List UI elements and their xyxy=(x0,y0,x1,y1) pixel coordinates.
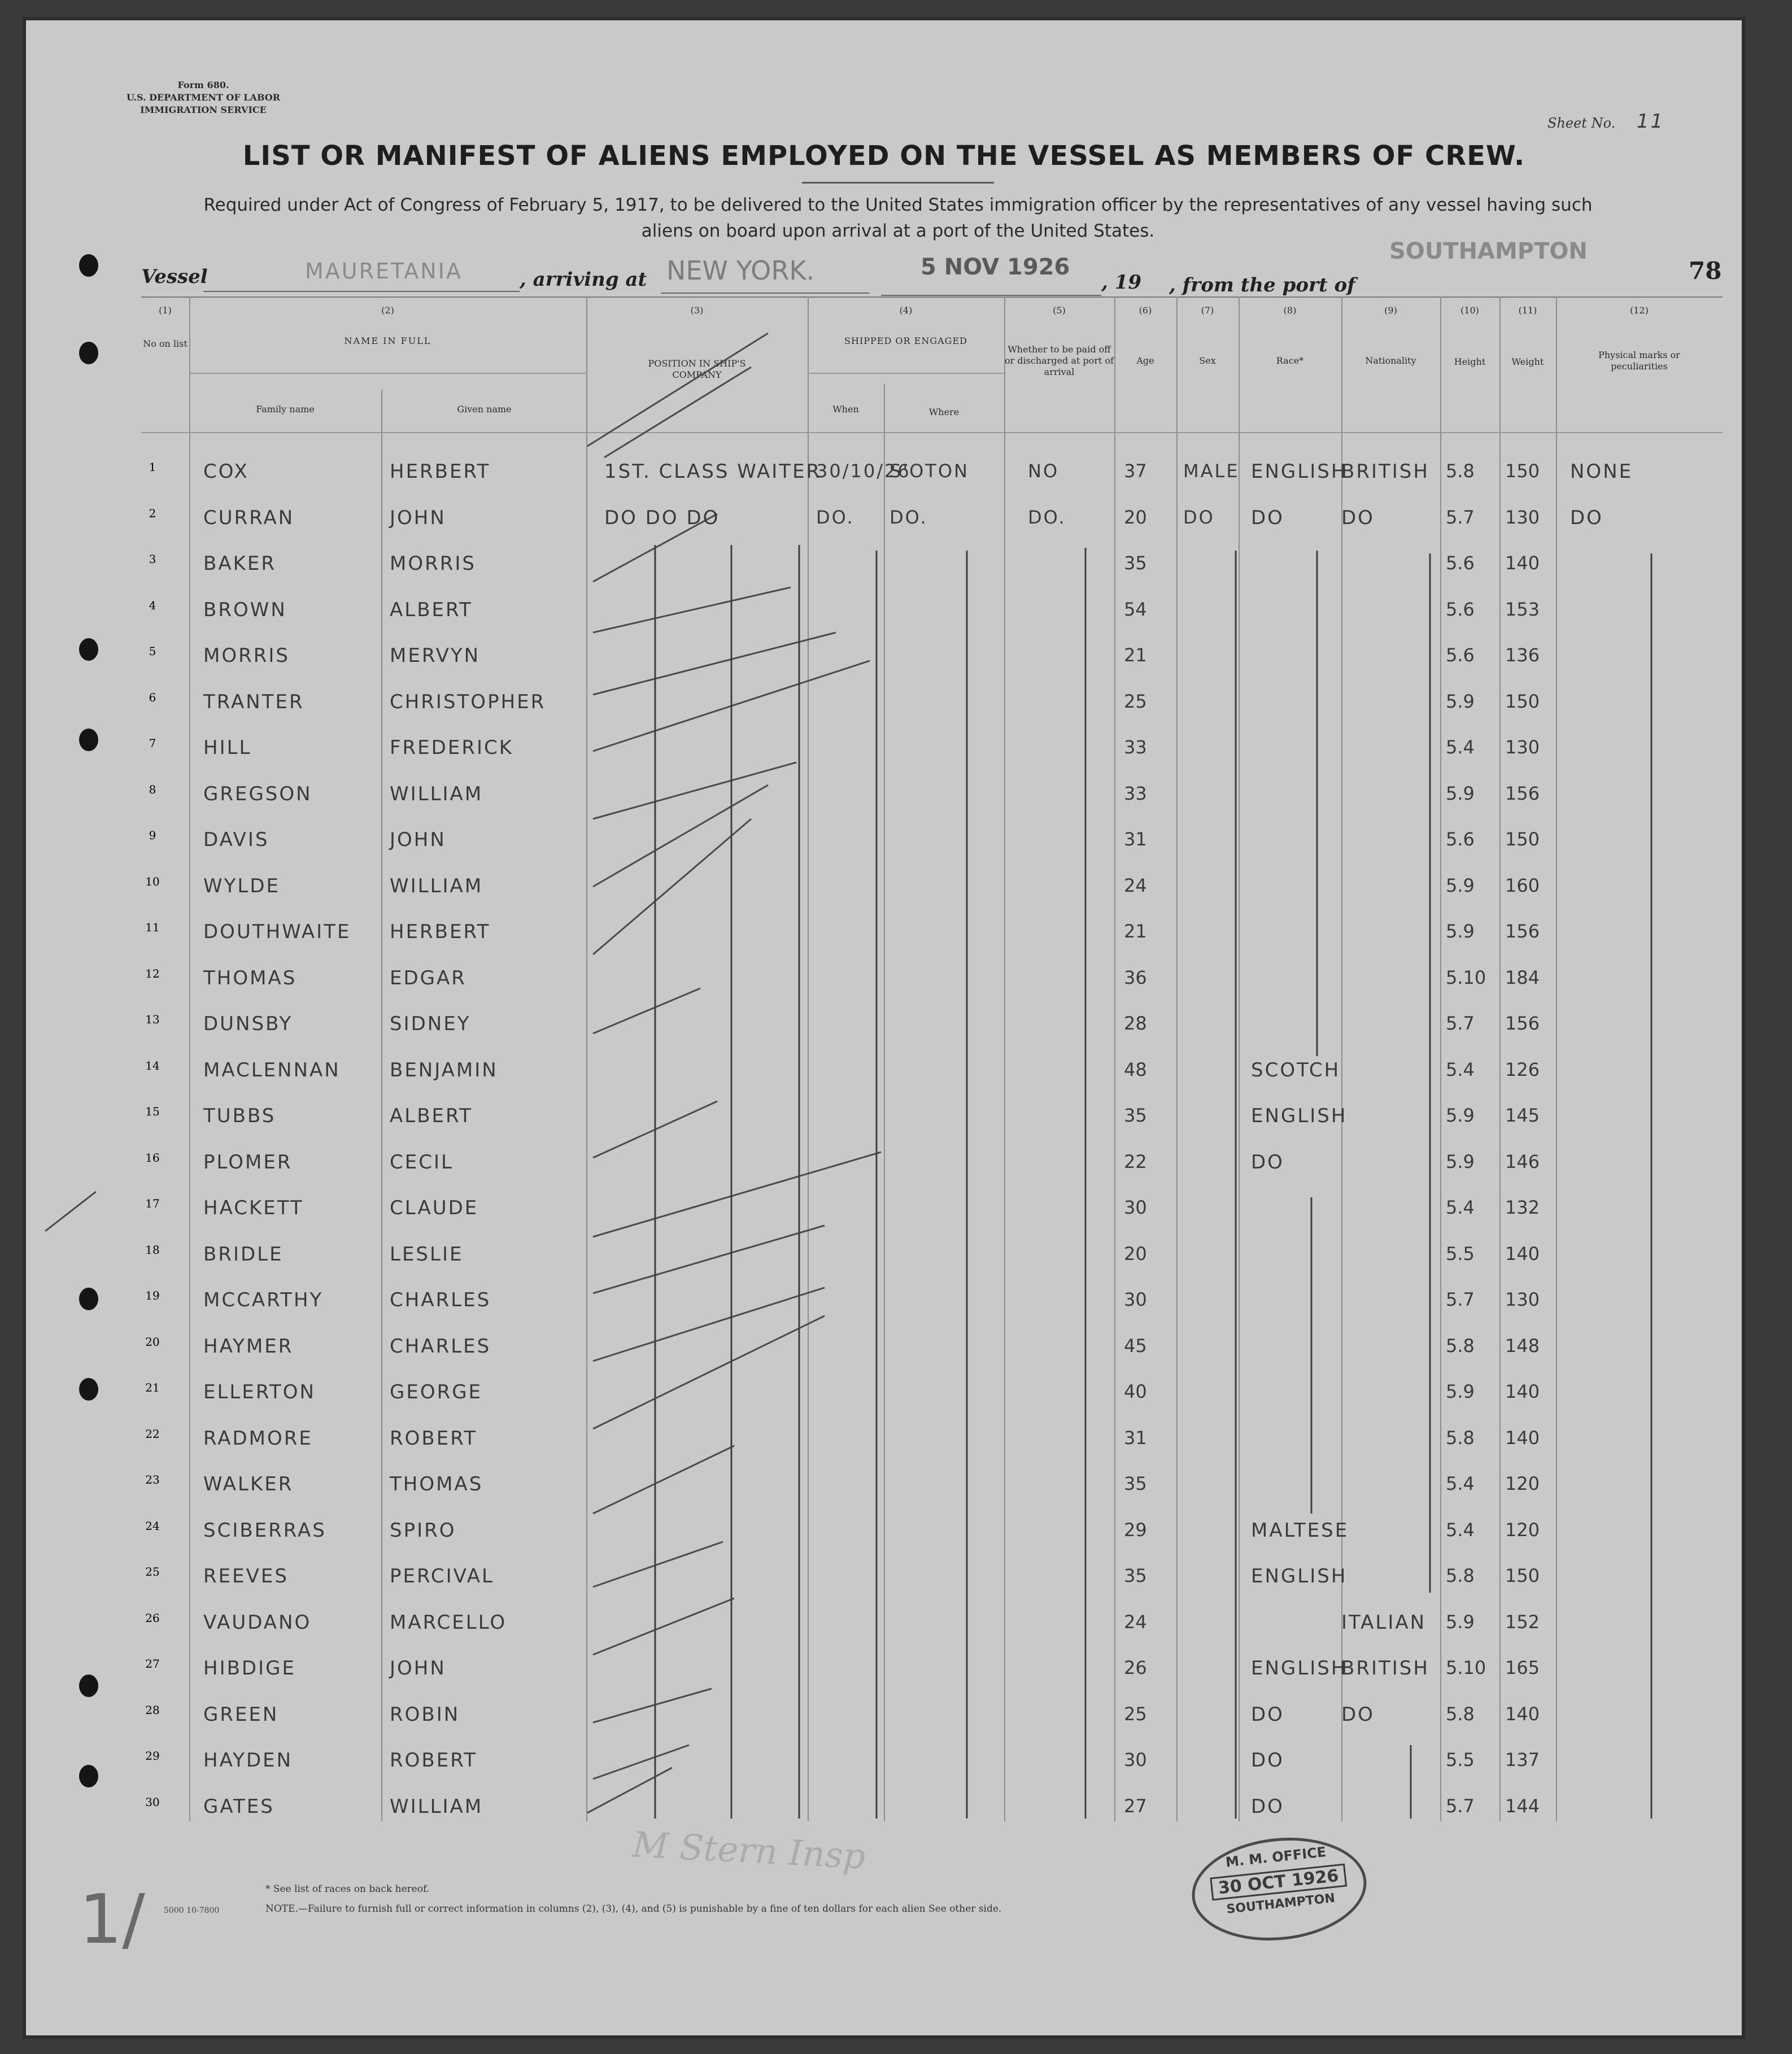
year-label: , 19 xyxy=(1101,271,1141,294)
stamp-date: 30 OCT 1926 xyxy=(1210,1864,1347,1901)
cell-row-number: 2 xyxy=(149,506,156,520)
cell-row-number: 3 xyxy=(149,552,156,566)
cell-weight: 156 xyxy=(1505,782,1540,804)
table-row xyxy=(136,1738,1717,1783)
cell-given-name: SPIRO xyxy=(390,1519,456,1542)
vessel-name: MAURETANIA xyxy=(305,259,463,284)
cell-age: 30 xyxy=(1124,1197,1147,1218)
cell-family-name: ELLERTON xyxy=(203,1381,316,1403)
cell-weight: 130 xyxy=(1505,506,1540,528)
cell-given-name: CLAUDE xyxy=(390,1197,479,1219)
sheet-number: 11 xyxy=(1636,110,1665,133)
cell-age: 27 xyxy=(1124,1795,1147,1817)
cell-row-number: 29 xyxy=(145,1749,160,1763)
cell-age: 33 xyxy=(1124,782,1147,804)
cell-height: 5.8 xyxy=(1446,1703,1475,1725)
cell-race: DO xyxy=(1251,1749,1284,1772)
cell-weight: 145 xyxy=(1505,1105,1540,1126)
cell-height: 5.10 xyxy=(1446,966,1486,988)
cell-row-number: 17 xyxy=(145,1197,160,1210)
cell-height: 5.8 xyxy=(1446,1427,1475,1449)
cell-row-number: 14 xyxy=(145,1058,160,1072)
cell-age: 33 xyxy=(1124,736,1147,758)
cell-age: 35 xyxy=(1124,1105,1147,1126)
cell-row-number: 30 xyxy=(145,1795,160,1809)
cell-height: 5.9 xyxy=(1446,1611,1475,1633)
cell-family-name: TUBBS xyxy=(203,1105,276,1127)
cell-weight: 150 xyxy=(1505,460,1540,482)
cell-given-name: HERBERT xyxy=(390,460,491,483)
cell-row-number: 12 xyxy=(145,966,160,980)
cell-position: 1ST. CLASS WAITER xyxy=(604,460,822,483)
cell-nationality: BRITISH xyxy=(1341,460,1429,483)
table-row xyxy=(136,1646,1717,1691)
cell-weight: 156 xyxy=(1505,921,1540,942)
cell-family-name: REEVES xyxy=(203,1565,289,1588)
page-title: LIST OR MANIFEST OF ALIENS EMPLOYED ON THE VESSEL AS MEMBERS OF CREW. xyxy=(242,140,1525,172)
cell-family-name: WALKER xyxy=(203,1473,294,1495)
cell-given-name: ALBERT xyxy=(390,1105,473,1127)
cell-row-number: 25 xyxy=(145,1565,160,1578)
table-row xyxy=(136,449,1717,494)
cell-height: 5.8 xyxy=(1446,1335,1475,1357)
table-row xyxy=(136,1462,1717,1507)
table-row xyxy=(136,1554,1717,1599)
cell-weight: 150 xyxy=(1505,690,1540,712)
cell-height: 5.9 xyxy=(1446,874,1475,896)
cell-row-number: 8 xyxy=(149,782,156,796)
cell-family-name: HACKETT xyxy=(203,1197,304,1219)
cell-given-name: CHRISTOPHER xyxy=(390,690,546,713)
col-header-family: Family name xyxy=(256,404,315,415)
cell-age: 48 xyxy=(1124,1058,1147,1080)
cell-row-number: 15 xyxy=(145,1105,160,1118)
table-row xyxy=(136,771,1717,817)
cell-age: 25 xyxy=(1124,690,1147,712)
cell-height: 5.5 xyxy=(1446,1242,1475,1264)
cell-given-name: CHARLES xyxy=(390,1335,491,1358)
cell-race: DO xyxy=(1251,1795,1284,1818)
table-row xyxy=(136,1048,1717,1093)
cell-given-name: MARCELLO xyxy=(390,1611,507,1634)
vessel-label: Vessel xyxy=(141,265,208,288)
cell-given-name: SIDNEY xyxy=(390,1013,471,1035)
cell-family-name: HILL xyxy=(203,736,252,759)
cell-family-name: HAYDEN xyxy=(203,1749,293,1772)
col-header-height: (10) Height xyxy=(1454,305,1486,367)
cell-row-number: 20 xyxy=(145,1335,160,1349)
table-row xyxy=(136,1093,1717,1139)
form-number: Form 680. xyxy=(177,80,229,90)
cell-family-name: MORRIS xyxy=(203,644,290,667)
cell-weight: 140 xyxy=(1505,1242,1540,1264)
cell-given-name: MORRIS xyxy=(390,552,476,575)
cell-weight: 165 xyxy=(1505,1657,1540,1678)
cell-sex: DO xyxy=(1183,506,1215,528)
cell-nationality: ITALIAN xyxy=(1341,1611,1427,1634)
cell-row-number: 27 xyxy=(145,1657,160,1671)
cell-given-name: CHARLES xyxy=(390,1289,491,1311)
table-row xyxy=(136,1185,1717,1231)
table-row xyxy=(136,1277,1717,1323)
cell-row-number: 6 xyxy=(149,690,156,704)
from-port: SOUTHAMPTON xyxy=(1389,238,1588,264)
cell-given-name: WILLIAM xyxy=(390,782,483,805)
cell-age: 24 xyxy=(1124,1611,1147,1633)
cell-weight: 184 xyxy=(1505,966,1540,988)
subtitle-line-2: aliens on board upon arrival at a port of the United States. xyxy=(641,221,1155,241)
cell-family-name: TRANTER xyxy=(203,690,304,713)
subtitle-line-1: Required under Act of Congress of February 5, 1917, to be delivered to the United States immigration officer by the representatives of any vessel having such xyxy=(203,195,1593,215)
cell-family-name: VAUDANO xyxy=(203,1611,312,1634)
cell-race: MALTESE xyxy=(1251,1519,1349,1542)
table-row xyxy=(136,1001,1717,1046)
table-row xyxy=(136,909,1717,954)
cell-family-name: HIBDIGE xyxy=(203,1657,296,1680)
date-stamp: 5 NOV 1926 xyxy=(921,254,1070,280)
cell-family-name: HAYMER xyxy=(203,1335,294,1358)
cell-race: ENGLISH xyxy=(1251,1105,1348,1127)
cell-row-number: 21 xyxy=(145,1381,160,1394)
cell-height: 5.9 xyxy=(1446,1150,1475,1172)
col-header-where: Where xyxy=(928,407,960,417)
cell-given-name: ALBERT xyxy=(390,598,473,621)
cell-family-name: GREGSON xyxy=(203,782,312,805)
cell-age: 20 xyxy=(1124,1242,1147,1264)
cell-given-name: JOHN xyxy=(390,506,446,529)
cell-shipped-where: S'OTON xyxy=(890,460,969,482)
cell-age: 30 xyxy=(1124,1749,1147,1770)
cell-race: ENGLISH xyxy=(1251,1565,1348,1588)
form-department: U.S. DEPARTMENT OF LABOR xyxy=(126,92,281,103)
cell-weight: 130 xyxy=(1505,1289,1540,1310)
cell-row-number: 5 xyxy=(149,644,156,658)
cell-height: 5.5 xyxy=(1446,1749,1475,1770)
cell-row-number: 10 xyxy=(145,874,160,888)
cell-height: 5.6 xyxy=(1446,644,1475,666)
cell-family-name: RADMORE xyxy=(203,1427,313,1450)
cell-row-number: 18 xyxy=(145,1242,160,1257)
arriving-label: , arriving at xyxy=(520,268,647,291)
col-header-given: Given name xyxy=(457,404,512,415)
cell-age: 31 xyxy=(1124,828,1147,850)
cell-age: 24 xyxy=(1124,874,1147,896)
col-header-nationality: (9) Nationality xyxy=(1365,305,1416,366)
cell-row-number: 1 xyxy=(149,460,156,474)
cell-given-name: WILLIAM xyxy=(390,874,483,897)
cell-row-number: 16 xyxy=(145,1150,160,1165)
cell-weight: 137 xyxy=(1505,1749,1540,1770)
table-row xyxy=(136,1784,1717,1829)
table-row xyxy=(136,1140,1717,1185)
table-row xyxy=(136,1232,1717,1277)
cell-family-name: SCIBERRAS xyxy=(203,1519,326,1542)
cell-given-name: MERVYN xyxy=(390,644,481,667)
table-row xyxy=(136,1324,1717,1369)
cell-row-number: 11 xyxy=(145,921,160,934)
cell-weight: 152 xyxy=(1505,1611,1540,1633)
cell-row-number: 28 xyxy=(145,1703,160,1717)
table-row xyxy=(136,1508,1717,1553)
table-row xyxy=(136,864,1717,909)
cell-age: 21 xyxy=(1124,921,1147,942)
cell-height: 5.8 xyxy=(1446,1565,1475,1586)
cell-age: 28 xyxy=(1124,1013,1147,1034)
cell-weight: 120 xyxy=(1505,1473,1540,1494)
stamp-bottom: SOUTHAMPTON xyxy=(1226,1891,1336,1917)
table-row xyxy=(136,817,1717,862)
cell-weight: 144 xyxy=(1505,1795,1540,1817)
cell-given-name: JOHN xyxy=(390,1657,446,1680)
col-header-position: (3) POSITION IN SHIP'S COMPANY xyxy=(648,305,746,380)
cell-age: 37 xyxy=(1124,460,1147,482)
table-row xyxy=(136,633,1717,678)
col-header-shipped: (4) SHIPPED OR ENGAGED xyxy=(844,305,967,346)
cell-height: 5.4 xyxy=(1446,1197,1475,1218)
footnote-penalty: NOTE.—Failure to furnish full or correct information in columns (2), (3), (4), and (5) is punishable by a fine of ten dollars for each alien See other side. xyxy=(265,1903,1002,1915)
cell-height: 5.4 xyxy=(1446,1058,1475,1080)
cell-age: 20 xyxy=(1124,506,1147,528)
cell-physical-marks: DO xyxy=(1570,506,1603,529)
table-row xyxy=(136,1600,1717,1645)
cell-height: 5.4 xyxy=(1446,1519,1475,1541)
stamp-top: M. M. OFFICE xyxy=(1224,1844,1327,1870)
cell-weight: 140 xyxy=(1505,1427,1540,1449)
table-row xyxy=(136,541,1717,586)
col-header-weight: (11) Weight xyxy=(1511,305,1544,367)
cell-height: 5.6 xyxy=(1446,598,1475,620)
cell-family-name: GREEN xyxy=(203,1703,279,1726)
cell-row-number: 19 xyxy=(145,1289,160,1302)
cell-height: 5.9 xyxy=(1446,690,1475,712)
sheet-number-label: Sheet No. 11 xyxy=(1547,110,1665,133)
cell-race: DO xyxy=(1251,1150,1284,1174)
col-header-marks: (12) Physical marks or peculiarities xyxy=(1598,305,1680,372)
cell-family-name: DUNSBY xyxy=(203,1013,293,1035)
cell-weight: 132 xyxy=(1505,1197,1540,1218)
cell-weight: 150 xyxy=(1505,828,1540,850)
col-header-when: When xyxy=(832,404,859,415)
cell-row-number: 9 xyxy=(149,828,156,842)
from-port-label: , from the port of xyxy=(1169,274,1355,296)
cell-race: ENGLISH xyxy=(1251,460,1348,483)
cell-family-name: DAVIS xyxy=(203,828,269,851)
cell-height: 5.8 xyxy=(1446,460,1475,482)
cell-given-name: JOHN xyxy=(390,828,446,851)
cell-given-name: HERBERT xyxy=(390,921,491,943)
cell-given-name: ROBERT xyxy=(390,1427,478,1450)
cell-family-name: CURRAN xyxy=(203,506,295,529)
cell-weight: 140 xyxy=(1505,1381,1540,1402)
cell-row-number: 23 xyxy=(145,1473,160,1486)
cell-shipped-where: DO. xyxy=(890,506,928,528)
cell-race: DO xyxy=(1251,1703,1284,1726)
cell-family-name: PLOMER xyxy=(203,1150,293,1174)
cell-weight: 156 xyxy=(1505,1013,1540,1034)
table-row xyxy=(136,495,1717,540)
cell-weight: 150 xyxy=(1505,1565,1540,1586)
col-header-paid: (5) Whether to be paid off or discharged at port of arrival xyxy=(1004,305,1114,377)
cell-row-number: 4 xyxy=(149,598,156,612)
cell-age: 26 xyxy=(1124,1657,1147,1678)
cell-given-name: ROBIN xyxy=(390,1703,460,1726)
table-row xyxy=(136,956,1717,1001)
arriving-port: NEW YORK. xyxy=(666,255,815,286)
cell-height: 5.7 xyxy=(1446,1013,1475,1034)
cell-position: DO DO DO xyxy=(604,506,720,529)
inspector-signature: M Stern Insp xyxy=(631,1824,867,1877)
cell-height: 5.10 xyxy=(1446,1657,1486,1678)
cell-height: 5.9 xyxy=(1446,921,1475,942)
cell-height: 5.7 xyxy=(1446,506,1475,528)
cell-row-number: 22 xyxy=(145,1427,160,1441)
cell-family-name: BRIDLE xyxy=(203,1242,284,1266)
cell-age: 31 xyxy=(1124,1427,1147,1449)
cell-row-number: 26 xyxy=(145,1611,160,1625)
table-row xyxy=(136,1370,1717,1415)
cell-weight: 120 xyxy=(1505,1519,1540,1541)
cell-weight: 140 xyxy=(1505,1703,1540,1725)
cell-family-name: DOUTHWAITE xyxy=(203,921,351,943)
col-header-sex: (7) Sex xyxy=(1199,305,1216,366)
cell-height: 5.6 xyxy=(1446,828,1475,850)
cell-given-name: BENJAMIN xyxy=(390,1058,498,1081)
cell-height: 5.6 xyxy=(1446,552,1475,574)
cell-family-name: MACLENNAN xyxy=(203,1058,341,1081)
cell-height: 5.7 xyxy=(1446,1289,1475,1310)
cell-age: 35 xyxy=(1124,1565,1147,1586)
cell-weight: 130 xyxy=(1505,736,1540,758)
table-row xyxy=(136,1416,1717,1461)
col-header-age: (6) Age xyxy=(1136,305,1154,366)
print-code: 5000 10-7800 xyxy=(164,1906,220,1915)
cell-given-name: THOMAS xyxy=(390,1473,483,1495)
margin-mark: 1/ xyxy=(79,1881,145,1959)
cell-given-name: EDGAR xyxy=(390,966,466,989)
table-row xyxy=(136,587,1717,633)
cell-age: 30 xyxy=(1124,1289,1147,1310)
cell-height: 5.9 xyxy=(1446,782,1475,804)
cell-paid-off: DO. xyxy=(1028,506,1066,528)
cell-weight: 126 xyxy=(1505,1058,1540,1080)
col-header-no: (1) No on list xyxy=(143,305,188,349)
cell-weight: 148 xyxy=(1505,1335,1540,1357)
cell-age: 22 xyxy=(1124,1150,1147,1172)
cell-given-name: WILLIAM xyxy=(390,1795,483,1818)
cell-row-number: 13 xyxy=(145,1013,160,1026)
cell-shipped-when: 30/10/26 xyxy=(816,460,911,482)
cell-age: 40 xyxy=(1124,1381,1147,1402)
cell-age: 54 xyxy=(1124,598,1147,620)
cell-paid-off: NO xyxy=(1028,460,1059,482)
cell-family-name: GATES xyxy=(203,1795,274,1818)
cell-given-name: FREDERICK xyxy=(390,736,514,759)
cell-age: 21 xyxy=(1124,644,1147,666)
cell-height: 5.7 xyxy=(1446,1795,1475,1817)
table-row xyxy=(136,725,1717,770)
cell-sex: MALE xyxy=(1183,460,1240,482)
cell-age: 36 xyxy=(1124,966,1147,988)
list-number: 78 xyxy=(1689,257,1722,285)
cell-given-name: ROBERT xyxy=(390,1749,478,1772)
cell-row-number: 7 xyxy=(149,736,156,750)
cell-weight: 160 xyxy=(1505,874,1540,896)
cell-family-name: BAKER xyxy=(203,552,276,575)
cell-given-name: LESLIE xyxy=(390,1242,464,1266)
cell-race: DO xyxy=(1251,506,1284,529)
cell-weight: 153 xyxy=(1505,598,1540,620)
cell-family-name: MCCARTHY xyxy=(203,1289,324,1311)
cell-age: 25 xyxy=(1124,1703,1147,1725)
cell-shipped-when: DO. xyxy=(816,506,854,528)
form-service: IMMIGRATION SERVICE xyxy=(140,104,267,115)
cell-weight: 146 xyxy=(1505,1150,1540,1172)
cell-age: 35 xyxy=(1124,1473,1147,1494)
cell-given-name: GEORGE xyxy=(390,1381,483,1403)
cell-family-name: WYLDE xyxy=(203,874,280,897)
cell-weight: 136 xyxy=(1505,644,1540,666)
cell-height: 5.9 xyxy=(1446,1381,1475,1402)
table-row xyxy=(136,679,1717,725)
col-header-race: (8) Race* xyxy=(1276,305,1304,366)
table-row xyxy=(136,1692,1717,1737)
cell-age: 35 xyxy=(1124,552,1147,574)
cell-age: 29 xyxy=(1124,1519,1147,1541)
cell-row-number: 24 xyxy=(145,1519,160,1533)
cell-height: 5.4 xyxy=(1446,1473,1475,1494)
cell-physical-marks: NONE xyxy=(1570,460,1633,483)
cell-nationality: DO xyxy=(1341,1703,1375,1726)
cell-age: 45 xyxy=(1124,1335,1147,1357)
cell-given-name: PERCIVAL xyxy=(390,1565,494,1588)
cell-nationality: DO xyxy=(1341,506,1375,529)
cell-race: SCOTCH xyxy=(1251,1058,1341,1081)
cell-family-name: BROWN xyxy=(203,598,287,621)
manifest-sheet xyxy=(23,17,1745,2039)
cell-family-name: THOMAS xyxy=(203,966,297,989)
cell-height: 5.4 xyxy=(1446,736,1475,758)
cell-race: ENGLISH xyxy=(1251,1657,1348,1680)
footnote-races: * See list of races on back hereof. xyxy=(265,1883,430,1895)
cell-family-name: COX xyxy=(203,460,249,483)
cell-nationality: BRITISH xyxy=(1341,1657,1429,1680)
cell-weight: 140 xyxy=(1505,552,1540,574)
col-header-name: (2) NAME IN FULL xyxy=(344,305,431,346)
cell-given-name: CECIL xyxy=(390,1150,454,1174)
cell-height: 5.9 xyxy=(1446,1105,1475,1126)
